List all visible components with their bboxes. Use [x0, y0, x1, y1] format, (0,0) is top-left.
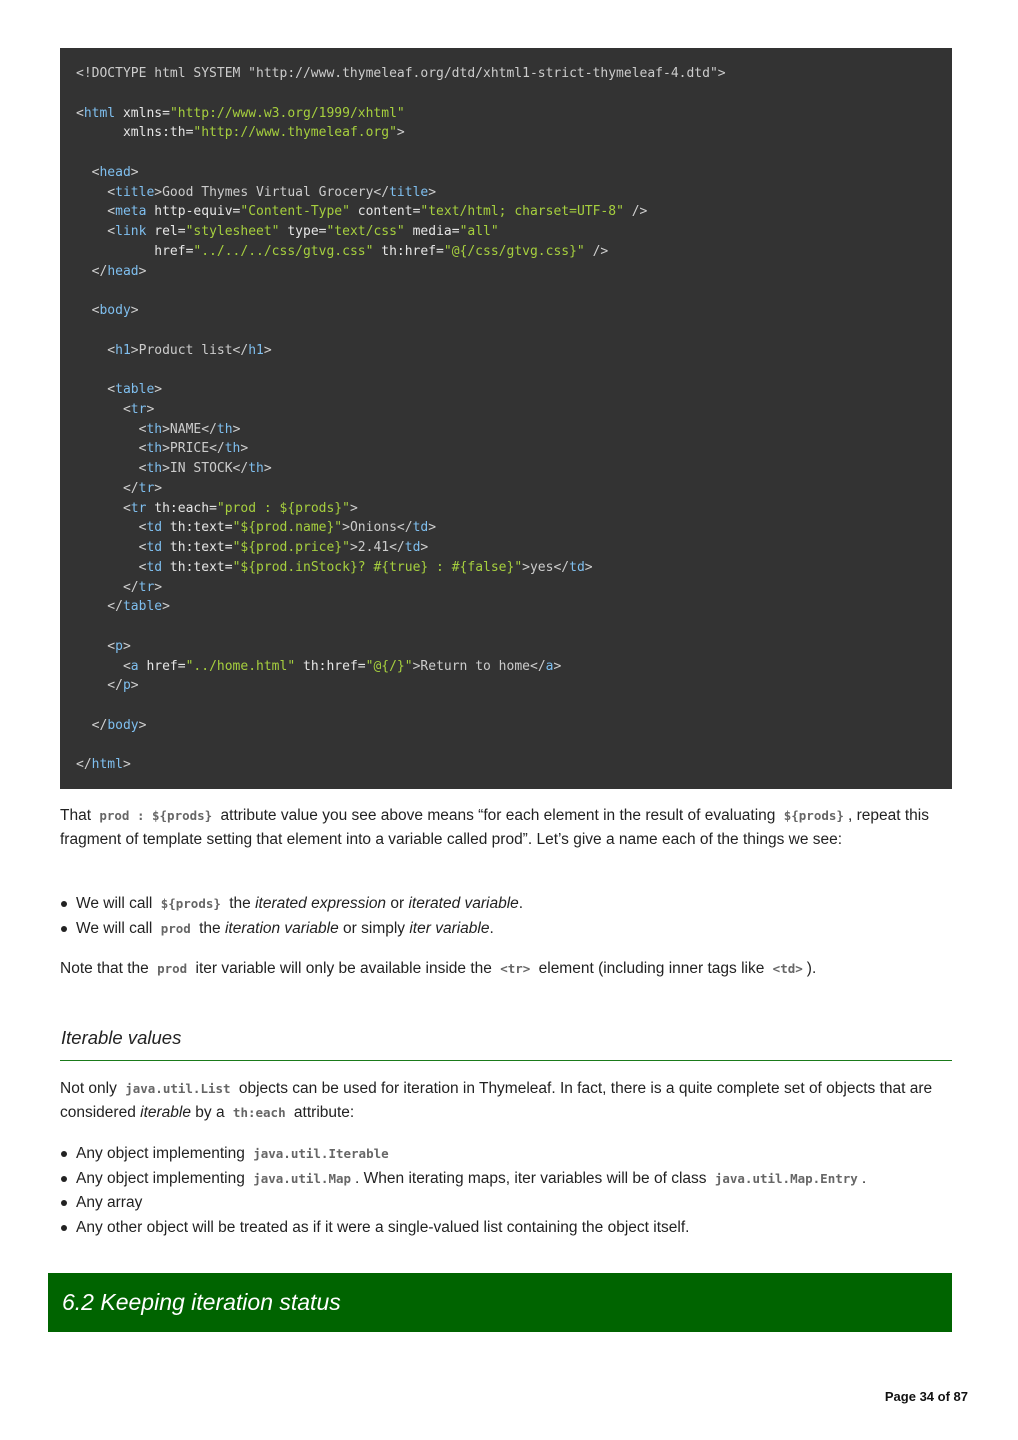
code-line: [76, 400, 936, 420]
code-line: [76, 736, 936, 756]
code-token: <: [76, 105, 84, 121]
code-token: <: [76, 540, 147, 555]
code-line: [76, 676, 936, 696]
code-token: xmlns=: [115, 105, 170, 121]
inline-code: th:each: [232, 1105, 286, 1120]
para1-text: attribute value you see above means “for each element in the result of evaluating: [220, 807, 776, 824]
code-token: td: [412, 520, 429, 536]
code-block: [60, 48, 952, 789]
code-token: h1: [115, 342, 131, 358]
code-token: title: [115, 184, 155, 200]
code-token: "text/html; charset=UTF-8": [420, 204, 624, 220]
code-token: tr: [138, 579, 155, 595]
code-line: [76, 242, 936, 262]
code-line: [76, 518, 936, 538]
code-line: [76, 222, 936, 242]
bullet-list-iterables: [60, 1142, 952, 1240]
code-token: <: [76, 421, 147, 437]
code-token: >: [263, 342, 272, 358]
code-token: <: [76, 401, 131, 417]
inline-code: java.util.List: [125, 1081, 231, 1096]
list-item: Any array: [60, 1191, 952, 1216]
para1-text: That: [60, 807, 92, 824]
code-line: [76, 420, 936, 440]
para1-text: , repeat this fragment of template setting that element into a variable called prod”. Let’s give a name each of the things we see:: [60, 807, 929, 848]
paragraph-note: Note that the prod iter variable will only be available inside the <tr> element (including inner tags like <td> ).: [60, 960, 817, 977]
code-token: <: [76, 461, 147, 476]
inline-code: ${prods}: [160, 896, 221, 911]
code-token: tr: [130, 500, 147, 516]
code-token: >2.41</: [349, 540, 405, 555]
list-item: Any other object will be treated as if it were a single-valued list containing the object itself.: [60, 1216, 952, 1241]
code-line: [76, 262, 936, 282]
code-token: <: [76, 520, 147, 536]
code-token: th: [146, 421, 163, 437]
code-token: <: [76, 204, 116, 220]
inline-code: java.util.Map.Entry: [714, 1170, 858, 1186]
code-line: [76, 321, 936, 341]
code-token: >yes</: [522, 559, 570, 575]
code-token: "stylesheet": [185, 224, 280, 239]
code-token: "prod : ${prods}": [216, 500, 350, 516]
code-token: p: [115, 638, 123, 654]
code-token: body: [107, 717, 139, 733]
code-token: head: [107, 263, 139, 279]
code-line: [76, 123, 936, 143]
code-token: <: [76, 658, 131, 674]
code-line: [76, 439, 936, 459]
code-line: [76, 360, 936, 380]
code-token: >: [396, 125, 405, 141]
code-token: content=: [349, 204, 421, 220]
code-token: "${prod.inStock}? #{true} : #{false}": [232, 559, 523, 575]
code-token: h1: [248, 342, 264, 358]
code-token: />: [584, 243, 609, 259]
code-token: body: [99, 303, 131, 318]
code-token: "http://www.thymeleaf.org": [193, 125, 397, 141]
code-line: [76, 538, 936, 558]
code-token: type=: [279, 224, 327, 239]
code-token: th:text=: [162, 559, 233, 575]
code-token: th: [146, 461, 163, 476]
code-line: [76, 301, 936, 321]
code-token: th: [224, 441, 241, 457]
code-token: <!DOCTYPE html SYSTEM "http://www.thymeleaf.org/dtd/xhtml1-strict-thymeleaf-4.dtd">: [76, 66, 726, 81]
inline-code: <tr>: [500, 961, 531, 976]
paragraph-each-explanation: [60, 804, 952, 852]
list-item: Any object implementing java.util.Iterable: [60, 1142, 952, 1167]
code-token: >: [154, 579, 163, 595]
list-item: We will call ${prods} the iterated expression or iterated variable.: [60, 892, 952, 917]
code-token: <: [76, 224, 116, 239]
inline-code: java.util.Map: [253, 1170, 352, 1186]
code-token: </: [76, 480, 139, 496]
inline-code: prod : ${prods}: [99, 808, 213, 823]
code-line: [76, 380, 936, 400]
code-token: "Content-Type": [240, 204, 350, 220]
code-token: td: [146, 520, 163, 536]
inline-code: <td>: [772, 961, 803, 976]
code-token: >: [263, 461, 272, 476]
code-token: td: [146, 559, 163, 575]
section-heading-banner: 6.2 Keeping iteration status: [48, 1273, 952, 1332]
code-token: th:each=: [146, 500, 217, 516]
code-token: </: [76, 678, 123, 694]
code-token: html: [91, 757, 123, 773]
code-token: rel=: [146, 224, 186, 239]
code-line: [76, 558, 936, 578]
code-token: >: [349, 500, 358, 516]
code-token: "${prod.price}": [232, 540, 350, 555]
code-line: [76, 64, 936, 84]
inline-code: prod: [157, 961, 188, 976]
code-token: >: [154, 480, 163, 496]
code-line: [76, 84, 936, 104]
code-line: [76, 163, 936, 183]
code-token: >: [122, 638, 131, 654]
list-item: Any object implementing java.util.Map . When iterating maps, iter variables will be of class java.util.Map.Entry .: [60, 1167, 952, 1192]
code-token: >Product list</: [130, 342, 249, 358]
code-token: >: [146, 401, 155, 417]
code-token: table: [115, 382, 155, 397]
code-token: <: [76, 559, 147, 575]
code-token: media=: [404, 224, 460, 239]
code-token: th: [216, 421, 233, 437]
code-token: td: [404, 540, 421, 555]
code-token: </: [76, 599, 123, 615]
inline-code: prod: [160, 920, 191, 936]
code-token: href=: [76, 243, 194, 259]
code-token: <: [76, 342, 116, 358]
code-token: "@{/}": [365, 658, 413, 674]
code-token: "http://www.w3.org/1999/xhtml": [169, 105, 405, 121]
code-token: <: [76, 184, 116, 200]
code-token: >: [130, 303, 139, 318]
code-token: th: [146, 441, 163, 457]
code-line: [76, 479, 936, 499]
code-token: href=: [138, 658, 186, 674]
code-token: >: [428, 184, 437, 200]
code-token: />: [623, 204, 648, 220]
code-token: >: [240, 441, 249, 457]
code-token: >: [130, 164, 139, 180]
code-token: html: [83, 105, 116, 121]
code-token: title: [389, 184, 429, 200]
code-line: [76, 104, 936, 124]
code-line: [76, 459, 936, 479]
code-token: td: [146, 540, 163, 555]
code-line: [76, 578, 936, 598]
code-token: "all": [459, 224, 499, 239]
code-line: [76, 143, 936, 163]
code-line: [76, 341, 936, 361]
code-token: >NAME</: [162, 421, 217, 437]
code-token: tr: [138, 480, 155, 496]
code-token: <: [76, 164, 100, 180]
code-token: xmlns:th=: [76, 125, 194, 141]
code-line: [76, 657, 936, 677]
page-number: Page 34 of 87: [884, 1389, 968, 1404]
code-token: meta: [115, 204, 147, 220]
code-token: >: [122, 757, 131, 773]
code-token: th:text=: [162, 520, 233, 536]
code-line: [76, 281, 936, 301]
code-token: >: [154, 382, 163, 397]
code-token: >: [553, 658, 562, 674]
code-token: "${prod.name}": [232, 520, 343, 536]
code-token: >IN STOCK</: [162, 461, 249, 476]
code-token: th:text=: [162, 540, 233, 555]
inline-code: ${prods}: [783, 808, 844, 823]
code-token: <: [76, 303, 100, 318]
code-token: th:href=: [295, 658, 366, 674]
subheading-iterable-values: Iterable values: [60, 1024, 952, 1061]
code-token: "../../../css/gtvg.css": [193, 243, 374, 259]
code-token: table: [122, 599, 163, 615]
code-token: >: [428, 520, 437, 536]
code-token: </: [76, 579, 139, 595]
code-token: th: [248, 461, 264, 476]
code-token: a: [130, 658, 139, 674]
code-token: "../home.html": [185, 658, 296, 674]
list-item: We will call prod the iteration variable or simply iter variable.: [60, 917, 952, 942]
inline-code: java.util.Iterable: [253, 1146, 389, 1161]
code-token: >: [162, 599, 170, 615]
code-token: <: [76, 441, 147, 457]
code-line: [76, 716, 936, 736]
code-token: <: [76, 382, 116, 397]
code-token: <: [76, 638, 116, 654]
code-token: td: [569, 559, 585, 575]
code-token: >: [420, 540, 429, 555]
code-line: [76, 755, 936, 775]
code-line: [76, 202, 936, 222]
code-line: [76, 637, 936, 657]
code-line: [76, 499, 936, 519]
code-line: [76, 617, 936, 637]
code-token: th:href=: [373, 243, 444, 259]
code-token: link: [115, 224, 147, 239]
code-line: [76, 696, 936, 716]
code-token: p: [122, 678, 131, 694]
code-token: >: [138, 263, 147, 279]
code-token: tr: [130, 401, 147, 417]
code-token: >: [232, 421, 241, 437]
code-token: </: [76, 757, 92, 773]
code-token: >: [138, 717, 147, 733]
paragraph-iterable: Not only java.util.List objects can be used for iteration in Thymeleaf. In fact, there is a quite complete set of objects that are considered iterable by a th:each attribute:: [60, 1080, 933, 1121]
code-token: </: [76, 263, 108, 279]
code-token: "text/css": [326, 224, 405, 239]
code-token: a: [545, 658, 554, 674]
code-token: >PRICE</: [162, 441, 225, 457]
code-token: >: [130, 678, 139, 694]
code-token: http-equiv=: [146, 204, 241, 220]
code-line: [76, 183, 936, 203]
code-token: >Good Thymes Virtual Grocery</: [154, 184, 390, 200]
bullet-list-names: [60, 892, 952, 941]
code-token: </: [76, 717, 108, 733]
code-line: [76, 597, 936, 617]
code-token: <: [76, 500, 131, 516]
code-token: "@{/css/gtvg.css}": [443, 243, 585, 259]
code-token: head: [99, 164, 131, 180]
code-token: >Return to home</: [412, 658, 546, 674]
code-token: >: [584, 559, 593, 575]
code-token: >Onions</: [342, 520, 413, 536]
